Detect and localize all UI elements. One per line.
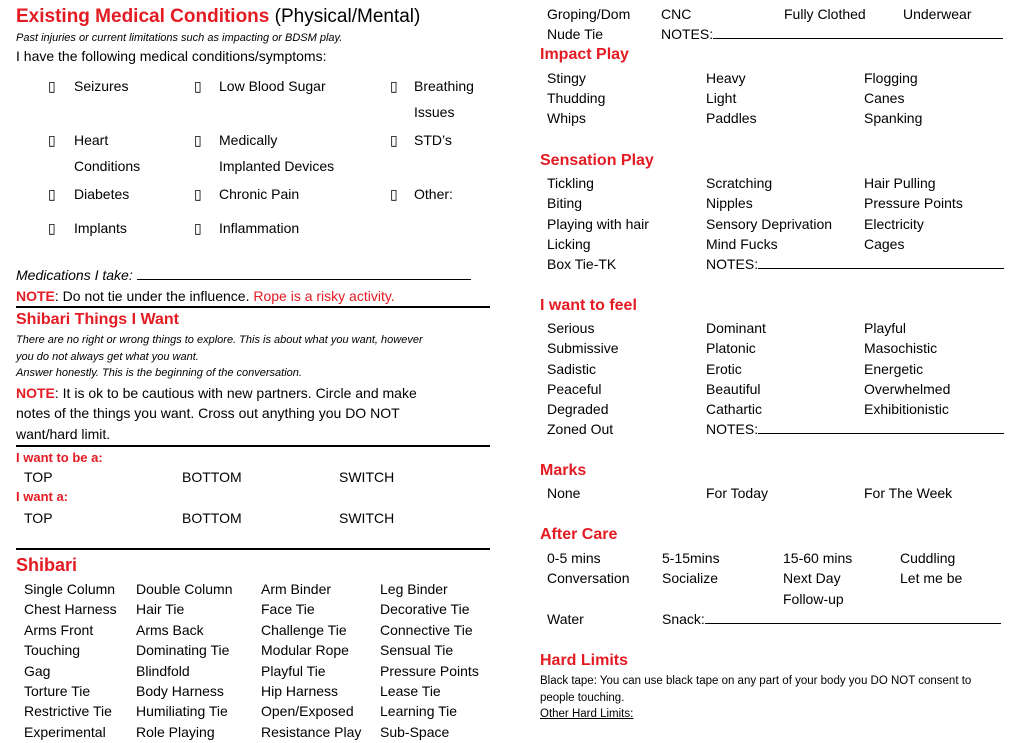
impact-title: Impact Play (540, 46, 629, 63)
aftercare-title: After Care (540, 526, 618, 543)
condition-implants: Implants (74, 220, 127, 236)
impact-option[interactable]: Heavy (706, 70, 746, 86)
impact-option[interactable]: Canes (864, 90, 905, 106)
option-nude-tie[interactable]: Nude Tie (547, 26, 604, 42)
note-influence (16, 288, 395, 304)
sensation-option[interactable]: Sensory Deprivation (706, 215, 833, 232)
medical-title: Existing Medical Conditions (16, 6, 270, 27)
notes-label: NOTES: (706, 256, 759, 272)
feel-option[interactable]: Degraded (547, 401, 609, 418)
note-text: : It is ok to be cautious with new partners. Circle and make (54, 385, 417, 401)
sensation-option[interactable]: Electricity (864, 215, 924, 232)
notes-row (661, 26, 1003, 42)
shibari-option[interactable]: Learning Tie (380, 703, 458, 720)
condition-chronic-pain: Chronic Pain (219, 186, 300, 202)
shibari-option[interactable]: Open/Exposed (261, 703, 354, 720)
sensation-option[interactable]: Scratching (706, 175, 773, 191)
note-warning: Rope is a risky activity. (253, 288, 395, 304)
feel-option[interactable]: Sadistic (547, 360, 597, 377)
shibari-option[interactable]: Sensual Tie (380, 642, 454, 659)
snack-blank[interactable] (705, 623, 1001, 624)
aftercare-15-60[interactable]: 15-60 mins (783, 550, 853, 566)
want-sub-1: There are no right or wrong things to explore. This is about what you want, however (16, 334, 423, 346)
feel-title: I want to feel (540, 297, 637, 314)
marks-today[interactable]: For Today (706, 485, 768, 501)
medical-intro: I have the following medical conditions/symptoms: (16, 48, 327, 64)
condition-seizures: Seizures (74, 78, 129, 94)
option-zoned-out[interactable]: Zoned Out (547, 421, 614, 437)
want-a-label: I want a: (16, 489, 69, 504)
notes-blank[interactable] (758, 433, 1004, 434)
sensation-option[interactable]: Playing with hair (547, 215, 649, 232)
impact-option[interactable]: Flogging (864, 70, 918, 86)
shibari-option[interactable]: Double Column (136, 581, 233, 597)
feel-option[interactable]: Submissive (547, 340, 619, 357)
snack-row (662, 611, 1001, 627)
hard-limits-title: Hard Limits (540, 652, 629, 669)
aftercare-5-15[interactable]: 5-15mins (662, 550, 720, 566)
shibari-option[interactable]: Torture Tie (24, 683, 91, 699)
shibari-option[interactable]: Playful Tie (261, 662, 326, 679)
condition-heart: Heart (74, 132, 109, 148)
shibari-title: Shibari (16, 555, 78, 575)
shibari-option[interactable]: Arms Front (24, 621, 94, 638)
snack-label: Snack: (662, 611, 705, 627)
checkbox[interactable]: ▯ (194, 132, 202, 148)
checkbox[interactable]: ▯ (48, 78, 56, 94)
condition-medically: Medically (219, 132, 278, 148)
option-fully-clothed[interactable]: Fully Clothed (784, 6, 866, 22)
checkbox[interactable]: ▯ (390, 186, 398, 202)
condition-low-blood-sugar: Low Blood Sugar (219, 78, 326, 94)
shibari-option[interactable]: Restrictive Tie (24, 703, 112, 720)
shibari-option[interactable]: Lease Tie (380, 683, 441, 699)
note-label: NOTE (16, 385, 55, 401)
divider (16, 445, 490, 447)
feel-option[interactable]: Cathartic (706, 401, 763, 418)
sensation-option[interactable]: Pressure Points (864, 195, 963, 212)
shibari-option[interactable]: Challenge Tie (261, 621, 347, 638)
shibari-option[interactable]: Experimental (24, 723, 106, 740)
hard-limits-text-1: Black tape: You can use black tape on any part of your body you DO NOT consent to (540, 675, 972, 687)
medications-blank[interactable] (137, 279, 471, 280)
shibari-option[interactable]: Gag (24, 662, 51, 679)
aftercare-next-day[interactable]: Next Day (783, 570, 841, 586)
impact-option[interactable]: Stingy (547, 70, 586, 86)
sensation-option[interactable]: Biting (547, 195, 583, 212)
condition-std: STD’s (414, 132, 452, 148)
sensation-option[interactable]: Nipples (706, 195, 753, 212)
want-sub-2: you do not always get what you want. (16, 351, 199, 363)
shibari-option[interactable]: Pressure Points (380, 662, 479, 679)
sensation-title: Sensation Play (540, 152, 654, 169)
shibari-option[interactable]: Hip Harness (261, 683, 339, 699)
want-to-be-label: I want to be a: (16, 450, 103, 465)
other-hard-limits: Other Hard Limits: (540, 708, 634, 720)
medical-subtitle: Past injuries or current limitations such as impacting or BDSM play. (16, 32, 343, 44)
partner-top[interactable]: TOP (24, 510, 53, 526)
aftercare-cuddling[interactable]: Cuddling (900, 550, 956, 566)
feel-option[interactable]: Beautiful (706, 380, 761, 397)
impact-option[interactable]: Light (706, 90, 737, 106)
shibari-option[interactable]: Sub-Space (380, 723, 450, 740)
option-cnc[interactable]: CNC (661, 6, 692, 22)
condition-diabetes: Diabetes (74, 186, 130, 202)
divider (16, 306, 490, 308)
shibari-option[interactable]: Leg Binder (380, 581, 448, 597)
partner-switch[interactable]: SWITCH (339, 510, 395, 526)
shibari-option[interactable]: Arms Back (136, 621, 204, 638)
checkbox[interactable]: ▯ (48, 186, 56, 202)
shibari-option[interactable]: Humiliating Tie (136, 703, 228, 720)
note-cautious (16, 385, 417, 401)
role-top[interactable]: TOP (24, 469, 53, 485)
sensation-option[interactable]: Hair Pulling (864, 175, 936, 191)
shibari-option[interactable]: Blindfold (136, 662, 190, 679)
notes-blank[interactable] (713, 38, 1003, 39)
shibari-option[interactable]: Touching (24, 642, 81, 659)
checkbox[interactable]: ▯ (48, 220, 56, 236)
partner-bottom[interactable]: BOTTOM (182, 510, 242, 526)
shibari-option[interactable]: Face Tie (261, 601, 315, 618)
role-switch[interactable]: SWITCH (339, 469, 395, 485)
condition-medically-2: Implanted Devices (219, 158, 335, 174)
note-text: : Do not tie under the influence. (54, 288, 250, 304)
aftercare-water[interactable]: Water (547, 611, 584, 627)
marks-week[interactable]: For The Week (864, 485, 953, 501)
note-line-2: notes of the things you want. Cross out anything you DO NOT (16, 405, 400, 421)
feel-option[interactable]: Serious (547, 320, 595, 336)
shibari-option[interactable]: Arm Binder (261, 581, 332, 597)
condition-breathing: Breathing (414, 78, 474, 94)
option-box-tie[interactable]: Box Tie-TK (547, 256, 617, 272)
aftercare-follow-up: Follow-up (783, 591, 844, 607)
feel-option[interactable]: Erotic (706, 360, 742, 377)
role-bottom[interactable]: BOTTOM (182, 469, 242, 485)
marks-none[interactable]: None (547, 485, 581, 501)
shibari-option[interactable]: Connective Tie (380, 621, 473, 638)
checkbox[interactable]: ▯ (194, 186, 202, 202)
feel-option[interactable]: Peaceful (547, 380, 602, 397)
hard-limits-text-2: people touching. (540, 692, 625, 704)
note-line-3: want/hard limit. (16, 426, 111, 442)
impact-option[interactable]: Spanking (864, 110, 923, 126)
aftercare-0-5[interactable]: 0-5 mins (547, 550, 601, 566)
impact-option[interactable]: Paddles (706, 110, 757, 126)
shibari-option[interactable]: Dominating Tie (136, 642, 230, 659)
shibari-option[interactable]: Chest Harness (24, 601, 117, 618)
shibari-option[interactable]: Resistance Play (261, 723, 362, 740)
condition-breathing-2: Issues (414, 104, 455, 120)
condition-inflammation: Inflammation (219, 220, 300, 236)
medications-row (16, 267, 471, 283)
sensation-option[interactable]: Mind Fucks (706, 235, 778, 252)
feel-option[interactable]: Exhibitionistic (864, 401, 949, 418)
impact-option[interactable]: Whips (547, 110, 586, 126)
feel-option[interactable]: Overwhelmed (864, 380, 951, 397)
sensation-option[interactable]: Tickling (547, 175, 594, 191)
aftercare-conversation[interactable]: Conversation (547, 570, 630, 586)
checkbox[interactable]: ▯ (390, 78, 398, 94)
notes-row (706, 421, 1004, 437)
impact-option[interactable]: Thudding (547, 90, 606, 106)
option-underwear[interactable]: Underwear (903, 6, 972, 22)
aftercare-socialize[interactable]: Socialize (662, 570, 719, 586)
marks-title: Marks (540, 462, 587, 479)
feel-option[interactable]: Playful (864, 320, 907, 336)
checkbox[interactable]: ▯ (390, 132, 398, 148)
condition-heart-2: Conditions (74, 158, 141, 174)
option-groping[interactable]: Groping/Dom (547, 6, 631, 22)
shibari-option[interactable]: Role Playing (136, 723, 215, 740)
feel-option[interactable]: Energetic (864, 360, 924, 377)
shibari-option[interactable]: Single Column (24, 581, 116, 597)
feel-option[interactable]: Masochistic (864, 340, 938, 357)
sensation-option[interactable]: Cages (864, 235, 905, 252)
divider (16, 548, 490, 550)
notes-blank[interactable] (758, 268, 1004, 269)
medical-title-paren: (Physical/Mental) (274, 6, 421, 27)
sensation-option[interactable]: Licking (547, 235, 591, 252)
notes-row (706, 256, 1004, 272)
condition-other: Other: (414, 186, 453, 202)
want-sub-3: Answer honestly. This is the beginning of the conversation. (16, 367, 302, 379)
feel-option[interactable]: Dominant (706, 320, 766, 336)
checkbox[interactable]: ▯ (48, 132, 56, 148)
feel-option[interactable]: Platonic (706, 340, 756, 357)
shibari-option[interactable]: Decorative Tie (380, 601, 470, 618)
medications-label: Medications I take: (16, 267, 133, 283)
shibari-option[interactable]: Modular Rope (261, 642, 349, 659)
notes-label: NOTES: (661, 26, 714, 42)
shibari-things-title: Shibari Things I Want (16, 311, 179, 328)
shibari-option[interactable]: Hair Tie (136, 601, 185, 618)
notes-label: NOTES: (706, 421, 759, 437)
note-label: NOTE (16, 288, 55, 304)
medical-conditions-heading (16, 6, 420, 28)
checkbox[interactable]: ▯ (194, 78, 202, 94)
aftercare-let-me-be[interactable]: Let me be (900, 570, 963, 586)
checkbox[interactable]: ▯ (194, 220, 202, 236)
shibari-option[interactable]: Body Harness (136, 683, 224, 699)
